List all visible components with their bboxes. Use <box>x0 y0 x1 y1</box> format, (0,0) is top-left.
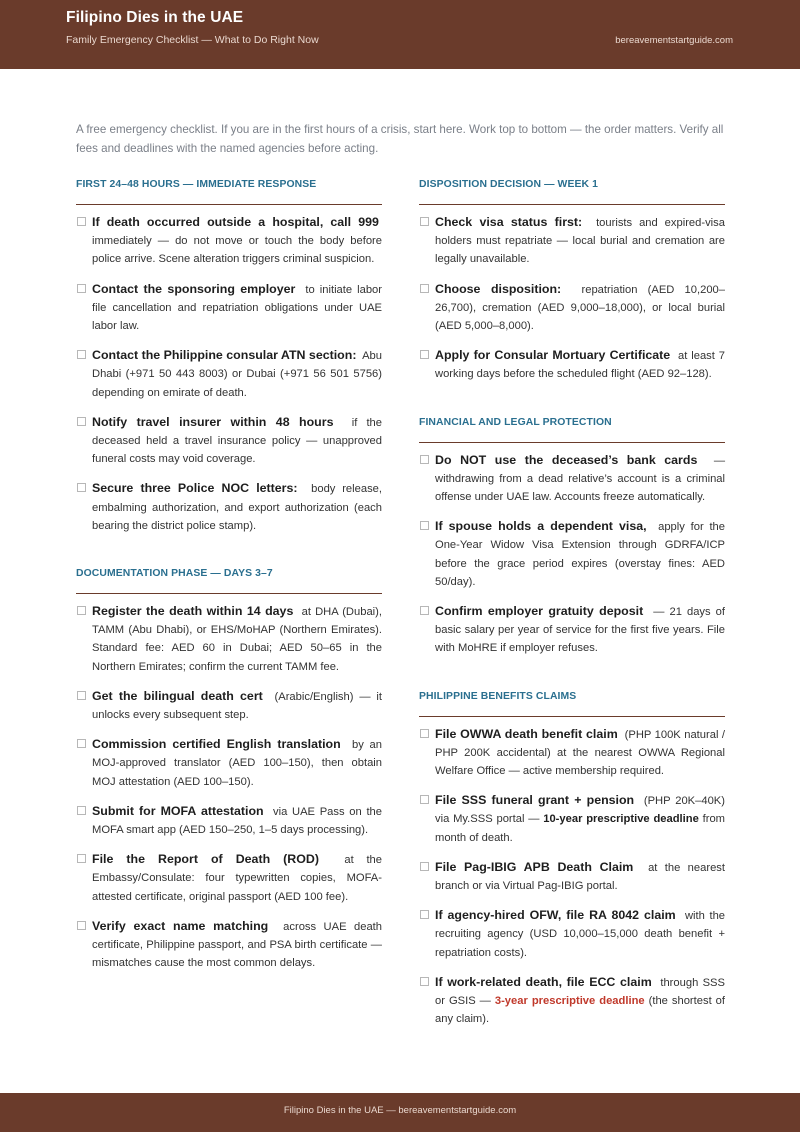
item-lead: Choose disposition: <box>435 281 562 296</box>
item-lead: If spouse holds a dependent visa, <box>435 519 647 534</box>
item-lead: Apply for Consular Mortuary Certificate <box>435 348 671 363</box>
checkbox[interactable] <box>420 284 429 293</box>
checkbox[interactable] <box>77 806 86 815</box>
checkbox[interactable] <box>420 217 429 226</box>
checklist-item <box>419 602 725 658</box>
footer-text: Filipino Dies in the UAE — bereavementstartguide.com <box>283 1105 517 1116</box>
item-lead: Check visa status first: <box>435 215 583 229</box>
page-subtitle: Family Emergency Checklist — What to Do Right Now <box>66 34 319 46</box>
checklist-item <box>419 973 725 1029</box>
page-footer <box>0 1093 800 1132</box>
checklist-item <box>419 346 725 383</box>
checkbox[interactable] <box>420 606 429 615</box>
item-lead: If death occurred outside a hospital, call 999 <box>92 215 379 229</box>
item-text: Abu Dhabi (+971 50 443 8003) or Dubai (+971 56 501 5756) depending on emirate of death. <box>92 350 382 399</box>
item-text: apply for the One-Year Widow Visa Extension through GDRFA/ICP before the grace period expires (overstay fines: AED 50/day). <box>435 521 725 588</box>
item-text: body release, embalming authorization, and export authorization (each bearing the district police stamp). <box>92 483 383 532</box>
item-lead: Contact the Philippine consular ATN section: <box>92 348 357 363</box>
checklist <box>76 205 382 535</box>
item-text: tourists and expired-visa holders must repatriate — local burial and cremation are legally unavailable. <box>435 217 725 266</box>
item-lead: Do NOT use the deceased’s bank cards <box>435 452 698 467</box>
checklist-item <box>419 280 725 336</box>
checklist-item <box>76 602 382 676</box>
item-text: at DHA (Dubai), TAMM (Abu Dhabi), or EHS/MoHAP (Northern Emirates). Standard fee: AED 60 in Dubai; AED 50–65 in the Northern Emirates; confirm the current TAMM fee. <box>92 606 382 673</box>
checklist-item <box>419 517 725 591</box>
item-text: — 21 days of basic salary per year of service for the first five years. File with MoHRE if employer refuses. <box>435 606 725 655</box>
checkbox[interactable] <box>77 217 86 226</box>
checkbox[interactable] <box>77 284 86 293</box>
checkbox[interactable] <box>77 350 86 359</box>
item-lead: Contact the sponsoring employer <box>92 281 296 296</box>
item-text-after: from month of death. <box>435 813 725 844</box>
checklist <box>419 717 725 1029</box>
item-lead: Secure three Police NOC letters: <box>92 481 298 496</box>
checklist-item <box>419 213 725 269</box>
item-text: through SSS or GSIS — <box>435 976 725 1008</box>
checklist <box>419 205 725 384</box>
checkbox[interactable] <box>77 854 86 863</box>
item-lead: Get the bilingual death cert <box>92 688 263 703</box>
checklist-item <box>76 687 382 724</box>
checklist-item <box>419 791 725 847</box>
item-lead: If agency-hired OFW, file RA 8042 claim <box>435 908 676 923</box>
item-text: repatriation (AED 10,200–26,700), cremation (AED 9,000–18,000), or local burial (AED 5,000–8,000). <box>435 283 726 333</box>
item-text: via UAE Pass on the MOFA smart app (AED 150–250, 1–5 days processing). <box>92 805 382 837</box>
checklist-item <box>419 725 725 781</box>
item-lead: Confirm employer gratuity deposit <box>435 604 644 619</box>
item-text: at the Embassy/Consulate: four typewritten copies, MOFA-attested certificate, original passport (AED 100 fee). <box>92 854 382 903</box>
checkbox[interactable] <box>420 977 429 986</box>
checklist-item <box>76 213 382 269</box>
checkbox[interactable] <box>77 691 86 700</box>
checklist-item <box>76 280 382 336</box>
checkbox[interactable] <box>420 455 429 464</box>
intro-text: A free emergency checklist. If you are in the first hours of a crisis, start here. Work top to bottom — the order matters. Verify all fees and deadlines with the named agencies before acting. <box>76 123 724 155</box>
checklist-item <box>76 850 382 906</box>
checkbox[interactable] <box>77 921 86 930</box>
item-lead: Verify exact name matching <box>92 918 269 933</box>
item-lead: If work-related death, file ECC claim <box>435 974 652 989</box>
checklist-item <box>76 413 382 469</box>
item-text: (Arabic/English) — it unlocks every subsequent step. <box>92 690 382 722</box>
checklist-item <box>419 858 725 895</box>
checkbox[interactable] <box>77 739 86 748</box>
checkbox[interactable] <box>420 910 429 919</box>
item-lead: Register the death within 14 days <box>92 604 294 619</box>
right-column <box>419 172 725 1029</box>
checklist-item <box>76 802 382 839</box>
checkbox[interactable] <box>420 729 429 738</box>
checklist <box>76 594 382 972</box>
item-lead: Notify travel insurer within 48 hours <box>92 414 334 429</box>
checkbox[interactable] <box>420 795 429 804</box>
deadline-highlight: 3-year prescriptive deadline <box>494 995 645 1008</box>
item-text-after: (the shortest of any claim). <box>435 995 726 1026</box>
item-text: (PHP 100K natural / PHP 200K accidental) at the nearest OWWA Regional Welfare Office — active membership required. <box>435 728 726 778</box>
item-text: immediately — do not move or touch the body before police arrive. Scene alteration triggers criminal suspicion. <box>92 235 382 266</box>
checklist-item <box>419 906 725 962</box>
item-text: if the deceased held a travel insurance policy — unapproved funeral costs may void coverage. <box>92 416 383 466</box>
page-title: Filipino Dies in the UAE <box>66 9 244 26</box>
item-text: — withdrawing from a dead relative’s account is a criminal offense under UAE law. Accounts freeze automatically. <box>435 454 725 504</box>
section-heading-financial-and-legal-protection: FINANCIAL AND LEGAL PROTECTION <box>419 410 725 443</box>
item-lead: File OWWA death benefit claim <box>435 726 618 741</box>
section-heading-first-24-48-hours-immediate-response: FIRST 24–48 HOURS — IMMEDIATE RESPONSE <box>76 172 382 205</box>
checklist-item <box>419 451 725 507</box>
checkbox[interactable] <box>420 350 429 359</box>
item-text: (PHP 20K–40K) via My.SSS portal — <box>435 795 725 826</box>
item-text: with the recruiting agency (USD 10,000–15,000 death benefit + repatriation costs). <box>435 910 726 959</box>
checklist-item <box>76 917 382 973</box>
checkbox[interactable] <box>77 417 86 426</box>
checkbox[interactable] <box>77 606 86 615</box>
checklist-item <box>76 479 382 535</box>
checklist <box>419 443 725 658</box>
item-lead: File Pag-IBIG APB Death Claim <box>435 859 634 874</box>
page-header <box>0 0 800 69</box>
checkbox[interactable] <box>77 483 86 492</box>
item-text: by an MOJ-approved translator (AED 100–150), then obtain MOJ attestation (AED 100–150). <box>92 739 382 788</box>
left-column <box>76 172 382 973</box>
section-heading-documentation-phase-days-3-7: DOCUMENTATION PHASE — DAYS 3–7 <box>76 561 382 594</box>
section-heading-philippine-benefits-claims: PHILIPPINE BENEFITS CLAIMS <box>419 684 725 717</box>
item-text: at the nearest branch or via Virtual Pag-IBIG portal. <box>435 861 725 893</box>
item-text: to initiate labor file cancellation and repatriation obligations under UAE labor law. <box>92 283 383 333</box>
deadline-emphasis: 10-year prescriptive deadline <box>543 813 699 826</box>
item-text: across UAE death certificate, Philippine passport, and PSA birth certificate — mismatches cause the most common delays. <box>92 920 383 970</box>
checkbox[interactable] <box>420 521 429 530</box>
item-lead: File SSS funeral grant + pension <box>435 793 635 808</box>
item-lead: Submit for MOFA attestation <box>92 803 264 818</box>
item-text: at least 7 working days before the scheduled flight (AED 92–128). <box>435 350 726 381</box>
item-lead: File the Report of Death (ROD) <box>92 852 319 867</box>
section-heading-disposition-decision-week-1: DISPOSITION DECISION — WEEK 1 <box>419 172 725 205</box>
checkbox[interactable] <box>420 862 429 871</box>
header-site-link[interactable]: bereavementstartguide.com <box>615 35 733 46</box>
checklist-item <box>76 735 382 791</box>
item-lead: Commission certified English translation <box>92 737 341 752</box>
checklist-item <box>76 346 382 402</box>
